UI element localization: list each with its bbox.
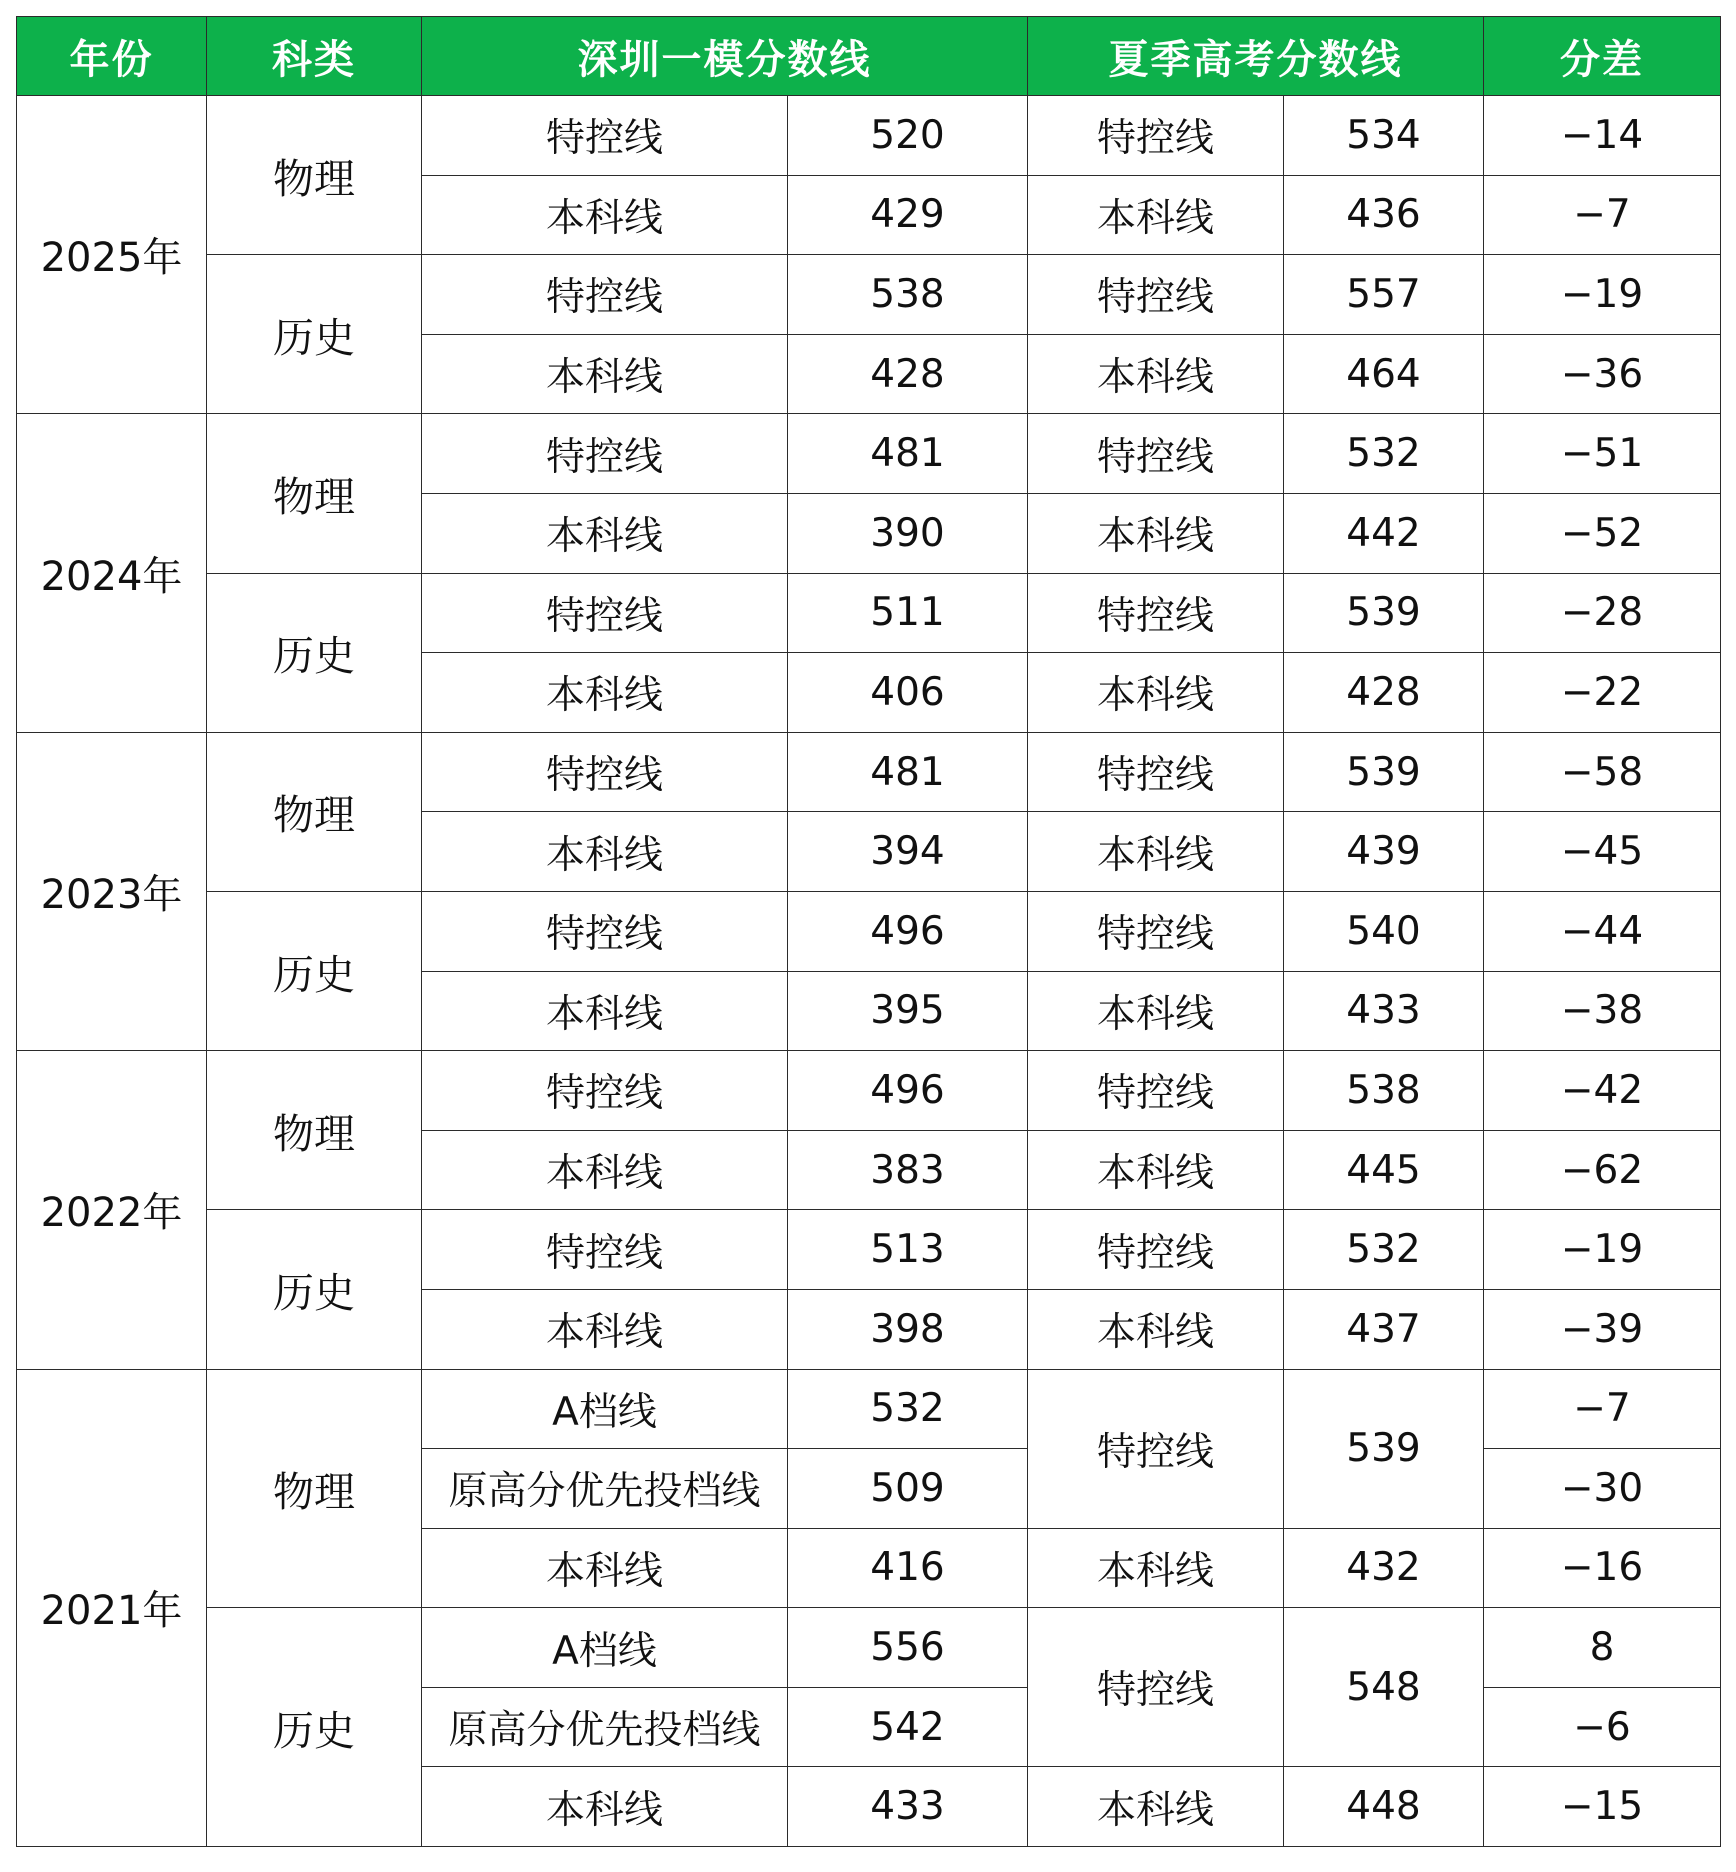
mock-line-type: 本科线 xyxy=(422,1767,788,1847)
exam-score: 539 xyxy=(1284,732,1484,812)
score-difference: −6 xyxy=(1484,1687,1721,1767)
mock-score: 511 xyxy=(788,573,1028,653)
exam-line-type: 本科线 xyxy=(1028,334,1284,414)
subject-cell: 物理 xyxy=(207,96,422,255)
exam-line-type: 特控线 xyxy=(1028,1210,1284,1290)
exam-line-type: 特控线 xyxy=(1028,1369,1284,1528)
mock-score: 416 xyxy=(788,1528,1028,1608)
table-row xyxy=(17,1210,1721,1290)
score-difference: −52 xyxy=(1484,493,1721,573)
mock-line-type: 本科线 xyxy=(422,971,788,1051)
score-difference: −36 xyxy=(1484,334,1721,414)
score-difference: −14 xyxy=(1484,96,1721,176)
table-row xyxy=(17,1369,1721,1449)
mock-line-type: A档线 xyxy=(422,1369,788,1449)
score-difference: −16 xyxy=(1484,1528,1721,1608)
exam-score: 428 xyxy=(1284,653,1484,733)
subject-cell: 历史 xyxy=(207,1608,422,1847)
exam-line-type: 本科线 xyxy=(1028,493,1284,573)
mock-line-type: 特控线 xyxy=(422,255,788,335)
exam-line-type: 特控线 xyxy=(1028,1051,1284,1131)
exam-line-type: 本科线 xyxy=(1028,1130,1284,1210)
mock-line-type: 本科线 xyxy=(422,175,788,255)
subject-cell: 物理 xyxy=(207,1051,422,1210)
exam-score: 539 xyxy=(1284,1369,1484,1528)
exam-score: 464 xyxy=(1284,334,1484,414)
year-cell: 2024年 xyxy=(17,414,207,732)
header-shenzhen-mock: 深圳一模分数线 xyxy=(422,17,1028,96)
mock-line-type: 本科线 xyxy=(422,1528,788,1608)
table-row xyxy=(17,891,1721,971)
table-row xyxy=(17,573,1721,653)
mock-score: 513 xyxy=(788,1210,1028,1290)
exam-score: 532 xyxy=(1284,1210,1484,1290)
mock-line-type: 本科线 xyxy=(422,1289,788,1369)
exam-line-type: 本科线 xyxy=(1028,1528,1284,1608)
mock-score: 394 xyxy=(788,812,1028,892)
subject-cell: 历史 xyxy=(207,1210,422,1369)
exam-line-type: 本科线 xyxy=(1028,1767,1284,1847)
exam-line-type: 本科线 xyxy=(1028,1289,1284,1369)
table-row xyxy=(17,414,1721,494)
score-line-table xyxy=(16,16,1721,1847)
table-row xyxy=(17,255,1721,335)
mock-line-type: A档线 xyxy=(422,1608,788,1688)
mock-score: 429 xyxy=(788,175,1028,255)
exam-score: 442 xyxy=(1284,493,1484,573)
score-difference: −58 xyxy=(1484,732,1721,812)
table-row xyxy=(17,1051,1721,1131)
year-cell: 2023年 xyxy=(17,732,207,1050)
subject-cell: 物理 xyxy=(207,414,422,573)
mock-line-type: 原高分优先投档线 xyxy=(422,1687,788,1767)
exam-line-type: 特控线 xyxy=(1028,732,1284,812)
mock-score: 433 xyxy=(788,1767,1028,1847)
score-difference: −45 xyxy=(1484,812,1721,892)
mock-line-type: 特控线 xyxy=(422,573,788,653)
score-difference: −51 xyxy=(1484,414,1721,494)
score-difference: −28 xyxy=(1484,573,1721,653)
mock-score: 542 xyxy=(788,1687,1028,1767)
exam-score: 437 xyxy=(1284,1289,1484,1369)
exam-line-type: 本科线 xyxy=(1028,971,1284,1051)
exam-score: 432 xyxy=(1284,1528,1484,1608)
subject-cell: 物理 xyxy=(207,732,422,891)
mock-score: 481 xyxy=(788,732,1028,812)
exam-line-type: 特控线 xyxy=(1028,573,1284,653)
score-difference: −44 xyxy=(1484,891,1721,971)
score-difference: −22 xyxy=(1484,653,1721,733)
exam-score: 539 xyxy=(1284,573,1484,653)
exam-line-type: 特控线 xyxy=(1028,96,1284,176)
mock-line-type: 本科线 xyxy=(422,653,788,733)
mock-score: 398 xyxy=(788,1289,1028,1369)
exam-score: 439 xyxy=(1284,812,1484,892)
exam-line-type: 本科线 xyxy=(1028,175,1284,255)
mock-line-type: 原高分优先投档线 xyxy=(422,1449,788,1529)
exam-score: 557 xyxy=(1284,255,1484,335)
exam-score: 534 xyxy=(1284,96,1484,176)
mock-score: 395 xyxy=(788,971,1028,1051)
mock-line-type: 特控线 xyxy=(422,1051,788,1131)
exam-score: 433 xyxy=(1284,971,1484,1051)
exam-score: 445 xyxy=(1284,1130,1484,1210)
table-row xyxy=(17,1608,1721,1688)
subject-cell: 物理 xyxy=(207,1369,422,1608)
score-difference: −62 xyxy=(1484,1130,1721,1210)
subject-cell: 历史 xyxy=(207,891,422,1050)
year-cell: 2025年 xyxy=(17,96,207,414)
score-difference: −7 xyxy=(1484,175,1721,255)
mock-score: 383 xyxy=(788,1130,1028,1210)
mock-score: 428 xyxy=(788,334,1028,414)
score-difference: 8 xyxy=(1484,1608,1721,1688)
header-difference: 分差 xyxy=(1484,17,1721,96)
score-difference: −39 xyxy=(1484,1289,1721,1369)
score-difference: −7 xyxy=(1484,1369,1721,1449)
subject-cell: 历史 xyxy=(207,255,422,414)
mock-score: 556 xyxy=(788,1608,1028,1688)
mock-line-type: 本科线 xyxy=(422,493,788,573)
exam-score: 548 xyxy=(1284,1608,1484,1767)
mock-score: 532 xyxy=(788,1369,1028,1449)
exam-score: 540 xyxy=(1284,891,1484,971)
mock-line-type: 特控线 xyxy=(422,96,788,176)
mock-line-type: 本科线 xyxy=(422,334,788,414)
year-cell: 2021年 xyxy=(17,1369,207,1847)
year-cell: 2022年 xyxy=(17,1051,207,1369)
header-summer-exam: 夏季高考分数线 xyxy=(1028,17,1484,96)
exam-line-type: 特控线 xyxy=(1028,1608,1284,1767)
header-row xyxy=(17,17,1721,96)
exam-line-type: 特控线 xyxy=(1028,255,1284,335)
score-difference: −38 xyxy=(1484,971,1721,1051)
mock-score: 390 xyxy=(788,493,1028,573)
table-body xyxy=(17,96,1721,1847)
header-year: 年份 xyxy=(17,17,207,96)
subject-cell: 历史 xyxy=(207,573,422,732)
exam-score: 538 xyxy=(1284,1051,1484,1131)
header-subject: 科类 xyxy=(207,17,422,96)
mock-score: 509 xyxy=(788,1449,1028,1529)
exam-score: 532 xyxy=(1284,414,1484,494)
mock-line-type: 特控线 xyxy=(422,891,788,971)
mock-line-type: 特控线 xyxy=(422,1210,788,1290)
mock-line-type: 特控线 xyxy=(422,732,788,812)
score-difference: −19 xyxy=(1484,255,1721,335)
mock-score: 496 xyxy=(788,891,1028,971)
score-difference: −42 xyxy=(1484,1051,1721,1131)
exam-line-type: 本科线 xyxy=(1028,653,1284,733)
exam-line-type: 特控线 xyxy=(1028,891,1284,971)
exam-line-type: 本科线 xyxy=(1028,812,1284,892)
exam-line-type: 特控线 xyxy=(1028,414,1284,494)
mock-score: 406 xyxy=(788,653,1028,733)
score-difference: −15 xyxy=(1484,1767,1721,1847)
mock-line-type: 本科线 xyxy=(422,1130,788,1210)
mock-score: 538 xyxy=(788,255,1028,335)
score-difference: −19 xyxy=(1484,1210,1721,1290)
table-row xyxy=(17,96,1721,176)
score-difference: −30 xyxy=(1484,1449,1721,1529)
exam-score: 436 xyxy=(1284,175,1484,255)
mock-score: 481 xyxy=(788,414,1028,494)
mock-line-type: 本科线 xyxy=(422,812,788,892)
mock-line-type: 特控线 xyxy=(422,414,788,494)
table-row xyxy=(17,732,1721,812)
mock-score: 496 xyxy=(788,1051,1028,1131)
exam-score: 448 xyxy=(1284,1767,1484,1847)
mock-score: 520 xyxy=(788,96,1028,176)
